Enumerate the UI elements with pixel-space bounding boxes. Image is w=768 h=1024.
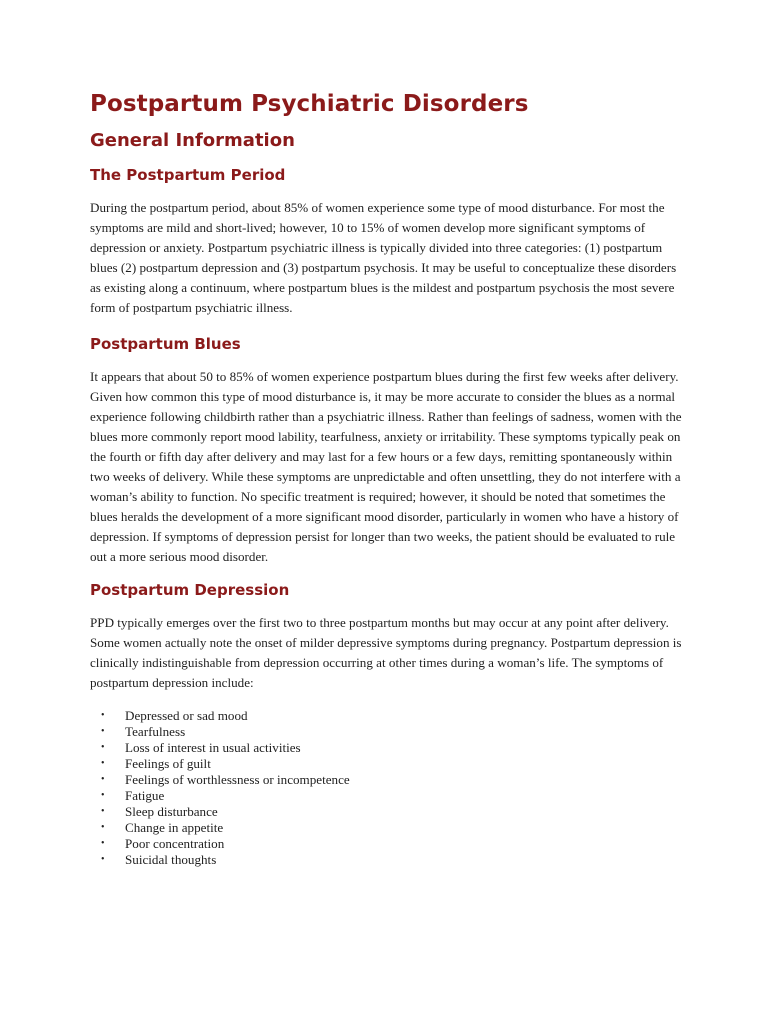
section-postpartum-blues bbox=[90, 333, 686, 567]
bullet-icon: • bbox=[101, 742, 105, 753]
symptom-list bbox=[90, 708, 686, 868]
bullet-icon: • bbox=[101, 758, 105, 769]
bullet-icon: • bbox=[101, 726, 105, 737]
list-item: • Suicidal thoughts bbox=[101, 852, 217, 867]
section-postpartum-period bbox=[90, 164, 686, 318]
document-subtitle: General Information bbox=[90, 130, 295, 151]
list-item: • Feelings of guilt bbox=[101, 756, 211, 771]
bullet-icon: • bbox=[101, 806, 105, 817]
paragraph-postpartum-depression: PPD typically emerges over the first two to three postpartum months but may occur at any point after delivery. Some women actually note the onset of milder depressive symptoms during pregnancy. Postpartum depression is clinically indistinguishable from depression occurring at other times during a woman’s life. The symptoms of postpartum depression include: bbox=[90, 615, 682, 690]
list-item: • Change in appetite bbox=[101, 820, 224, 835]
paragraph-postpartum-period: During the postpartum period, about 85% of women experience some type of mood disturbance. For most the symptoms are mild and short-lived; however, 10 to 15% of women develop more significant symptoms of depression or anxiety. Postpartum psychiatric illness is typically divided into three categories: (1) postpartum blues (2) postpartum depression and (3) postpartum psychosis. It may be useful to conceptualize these disorders as existing along a continuum, where postpartum blues is the mildest and postpartum psychosis the most severe form of postpartum psychiatric illness. bbox=[90, 200, 677, 315]
list-item: • Feelings of worthlessness or incompetence bbox=[101, 772, 350, 787]
list-item: • Loss of interest in usual activities bbox=[101, 740, 301, 755]
bullet-icon: • bbox=[101, 790, 105, 801]
bullet-icon: • bbox=[101, 774, 105, 785]
list-item: • Poor concentration bbox=[101, 836, 225, 851]
list-item: • Sleep disturbance bbox=[101, 804, 218, 819]
section-heading-postpartum-period: The Postpartum Period bbox=[90, 166, 286, 184]
list-item: • Depressed or sad mood bbox=[101, 708, 248, 723]
list-item: • Fatigue bbox=[101, 788, 165, 803]
section-heading-postpartum-blues: Postpartum Blues bbox=[90, 335, 241, 353]
bullet-icon: • bbox=[101, 822, 105, 833]
bullet-icon: • bbox=[101, 838, 105, 849]
bullet-icon: • bbox=[101, 710, 105, 721]
document-page bbox=[90, 88, 686, 868]
document-title: Postpartum Psychiatric Disorders bbox=[90, 91, 529, 117]
bullet-icon: • bbox=[101, 854, 105, 865]
list-item: • Tearfulness bbox=[101, 724, 186, 739]
section-postpartum-depression bbox=[90, 579, 686, 868]
section-heading-postpartum-depression: Postpartum Depression bbox=[90, 581, 290, 599]
paragraph-postpartum-blues: It appears that about 50 to 85% of women experience postpartum blues during the first few weeks after delivery. Given how common this type of mood disturbance is, it may be more accurate to consider the blues as a normal experience following childbirth rather than a psychiatric illness. Rather than feelings of sadness, women with the blues more commonly report mood lability, tearfulness, anxiety or irritability. These symptoms typically peak on the fourth or fifth day after delivery and may last for a few hours or a few days, remitting spontaneously within two weeks of delivery. While these symptoms are unpredictable and often unsettling, they do not interfere with a woman’s ability to function. No specific treatment is required; however, it should be noted that sometimes the blues heralds the development of a more significant mood disorder, particularly in women who have a history of depression. If symptoms of depression persist for longer than two weeks, the patient should be evaluated to rule out a more serious mood disorder. bbox=[90, 369, 682, 564]
